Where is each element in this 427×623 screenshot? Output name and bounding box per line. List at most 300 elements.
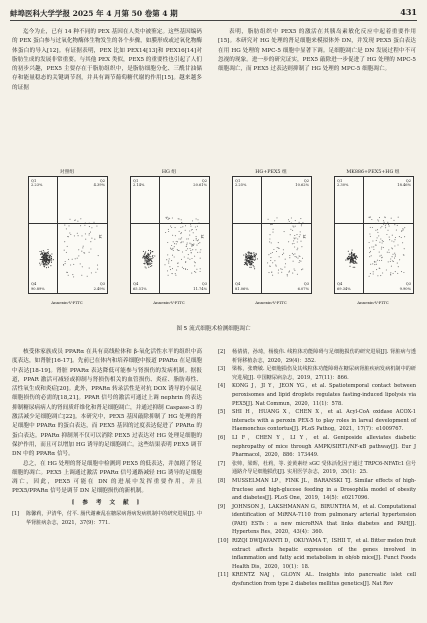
event-dot	[299, 262, 300, 263]
event-dot	[249, 267, 250, 268]
reference-text: 陈馨莉，尹清华，付平. 肠代谢紊乱在糖尿病肾病发病机制中的研究进展[J]. 中华肾脏病杂志，2021，37(9)：771.	[26, 511, 202, 526]
event-dot	[292, 253, 293, 254]
event-dot	[77, 258, 78, 259]
event-dot	[245, 263, 246, 264]
quadrant-q4: Q4 90.89%	[31, 282, 45, 291]
event-dot	[276, 251, 277, 252]
event-dot	[253, 262, 254, 263]
event-dot	[253, 252, 254, 253]
event-dot	[49, 262, 50, 263]
event-dot	[151, 263, 152, 264]
y-axis-label: PI	[97, 234, 103, 239]
event-dot	[292, 230, 293, 231]
reference-item	[218, 408, 416, 434]
event-dot	[389, 252, 390, 253]
event-dot	[356, 263, 357, 264]
event-dot	[63, 265, 64, 266]
event-dot	[401, 237, 402, 238]
event-dot	[293, 243, 294, 244]
event-dot	[387, 252, 388, 253]
panel-title: 对照组	[59, 170, 75, 175]
event-dot	[249, 264, 250, 265]
event-dot	[81, 235, 82, 236]
event-dot	[186, 244, 187, 245]
event-dot	[180, 233, 181, 234]
event-dot	[351, 256, 352, 257]
event-dot	[252, 259, 253, 260]
event-dot	[196, 229, 197, 230]
event-dot	[370, 236, 371, 237]
event-dot	[41, 251, 42, 252]
event-dot	[375, 230, 376, 231]
event-dot	[146, 263, 147, 264]
quadrant-q4: Q4 81.06%	[235, 282, 249, 291]
event-dot	[150, 250, 151, 251]
event-dot	[151, 261, 152, 262]
event-dot	[392, 260, 393, 261]
event-dot	[302, 269, 303, 270]
event-dot	[249, 259, 250, 260]
event-dot	[251, 253, 252, 254]
event-dot	[370, 227, 371, 228]
event-dot	[147, 255, 148, 256]
event-dot	[245, 262, 246, 263]
event-dot	[42, 260, 43, 261]
event-dot	[191, 246, 192, 247]
event-dot	[144, 258, 145, 259]
event-dot	[293, 240, 294, 241]
event-dot	[389, 226, 390, 227]
event-dot	[371, 219, 372, 220]
event-dot	[89, 268, 90, 269]
event-dot	[177, 249, 178, 250]
reference-number: [3]	[218, 366, 226, 373]
event-dot	[50, 265, 51, 266]
event-dot	[370, 217, 371, 218]
event-dot	[353, 267, 354, 268]
event-dot	[285, 263, 286, 264]
scatter-plot	[232, 176, 312, 294]
event-dot	[271, 272, 272, 273]
panel-title: HG+PEX5 组	[255, 170, 287, 175]
event-dot	[67, 272, 68, 273]
event-dot	[182, 267, 183, 268]
event-dot	[44, 266, 45, 267]
event-dot	[165, 232, 166, 233]
event-dot	[283, 249, 284, 250]
event-dot	[267, 262, 268, 263]
event-dot	[170, 248, 171, 249]
event-dot	[272, 262, 273, 263]
reference-number: [4]	[218, 383, 226, 390]
event-dot	[300, 231, 301, 232]
event-dot	[175, 235, 176, 236]
event-dot	[190, 226, 191, 227]
event-dot	[178, 238, 179, 239]
event-dot	[194, 256, 195, 257]
event-dot	[402, 242, 403, 243]
event-dot	[396, 230, 397, 231]
event-dot	[253, 265, 254, 266]
paragraph: 迄今为止，已有 14 种不同的 PEX 基因在人类中被鉴定。这些基因编码的 PEX 蛋白参与过氧化物酶体生物发生的各个步骤，如膜形成或过氧化物酶体蛋白的导入[12]。有证据表明，PEX 比如 PEX14[13]和 PEX16[14]对脂肪生成的发展非常重要。与其他 PEX 类似，PEX5 的重要性也引起了人们的初步兴趣，PEX5 主要存在于脂肪组织中，是脂肪细胞分化、三酰甘油储存和能量稳态的关键调节剂，并具有调节葡萄糖代谢的作用[15]。越来越多的证据	[12, 29, 202, 91]
event-dot	[186, 246, 187, 247]
event-dot	[382, 272, 383, 273]
event-dot	[174, 243, 175, 244]
event-dot	[247, 258, 248, 259]
event-dot	[287, 274, 288, 275]
event-dot	[39, 251, 40, 252]
reference-number: [8]	[218, 477, 226, 484]
event-dot	[200, 271, 201, 272]
event-dot	[64, 250, 65, 251]
paragraph: 总之，在 HG 处理的肾足细胞中检测到 PEX5 的低表达，并加剧了肾足细胞的凋亡。PEX5 上调通过激活 PPARα 信号通路减轻 HG 诱导的足细胞凋亡，因此，PEX5 可能在 DN 的进展中发挥重要作用，并且 PEX5/PPARα 信号是调节 DN 足细胞损伤的新机制。	[12, 460, 202, 495]
gate-horizontal	[29, 223, 107, 224]
event-dot	[195, 249, 196, 250]
event-dot	[177, 266, 178, 267]
event-dot	[164, 264, 165, 265]
event-dot	[381, 248, 382, 249]
event-dot	[377, 237, 378, 238]
event-dot	[80, 218, 81, 219]
event-dot	[41, 254, 42, 255]
event-dot	[279, 256, 280, 257]
reference-text: KRENTZ NAJ，GLOYN AL. Insights into pancreatic islet cell dysfunction from type 2 diabetes mellitus genetics[J]. Nat Rev	[232, 572, 416, 588]
reference-text: RIZQI DWIJAYANTI D，OKUYAMA T，ISHII T，et al. Bitter melon fruit extract affects hepatic expression of the genes involved in inflammation and fatty acid metabolism in ob/ob mice[J]. Funct Foods Health Dis，2020，10(1)：18.	[232, 538, 416, 570]
event-dot	[180, 227, 181, 228]
event-dot	[349, 253, 350, 254]
event-dot	[97, 269, 98, 270]
event-dot	[148, 250, 149, 251]
event-dot	[288, 219, 289, 220]
event-dot	[377, 219, 378, 220]
event-dot	[293, 226, 294, 227]
event-dot	[255, 255, 256, 256]
event-dot	[168, 261, 169, 262]
event-dot	[385, 225, 386, 226]
event-dot	[200, 252, 201, 253]
event-dot	[379, 242, 380, 243]
reference-item	[218, 571, 416, 588]
event-dot	[197, 219, 198, 220]
event-dot	[65, 263, 66, 264]
event-dot	[294, 253, 295, 254]
event-dot	[149, 254, 150, 255]
event-dot	[174, 256, 175, 257]
event-dot	[150, 266, 151, 267]
event-dot	[194, 271, 195, 272]
event-dot	[272, 275, 273, 276]
event-dot	[172, 273, 173, 274]
event-dot	[147, 258, 148, 259]
quadrant-q3: Q3 11.74%	[193, 282, 207, 291]
event-dot	[274, 260, 275, 261]
event-dot	[186, 238, 187, 239]
event-dot	[376, 240, 377, 241]
event-dot	[172, 217, 173, 218]
event-dot	[385, 217, 386, 218]
event-dot	[289, 257, 290, 258]
event-dot	[149, 259, 150, 260]
event-dot	[393, 220, 394, 221]
event-dot	[183, 241, 184, 242]
event-dot	[352, 250, 353, 251]
event-dot	[394, 245, 395, 246]
event-dot	[397, 244, 398, 245]
references-title: [ 参 考 文 献 ]	[71, 499, 143, 506]
event-dot	[292, 226, 293, 227]
quadrant-q4: Q4 65.51%	[133, 282, 147, 291]
event-dot	[177, 250, 178, 251]
event-dot	[46, 261, 47, 262]
event-dot	[380, 275, 381, 276]
event-dot	[247, 263, 248, 264]
event-dot	[146, 262, 147, 263]
reference-text: MUSSELMAN LP，FINK JL，BARANSKI TJ. Similar effects of high-fructose and high-glucose feeding in a Drosophila model of obesity and diabetes[J]. PLoS One，2019，14(5)：e0217096.	[232, 477, 416, 502]
quadrant-q2: Q2 10.62%	[295, 179, 309, 188]
scatter-plot	[130, 176, 210, 294]
event-dot	[172, 268, 173, 269]
reference-list	[218, 348, 416, 589]
event-dot	[376, 264, 377, 265]
event-dot	[370, 273, 371, 274]
event-dot	[189, 235, 190, 236]
event-dot	[193, 232, 194, 233]
flow-panel-control	[10, 168, 109, 318]
event-dot	[373, 271, 374, 272]
reference-item	[218, 537, 416, 571]
event-dot	[191, 252, 192, 253]
event-dot	[393, 261, 394, 262]
event-dot	[395, 256, 396, 257]
event-dot	[254, 268, 255, 269]
event-dot	[385, 227, 386, 228]
scatter-dots	[131, 177, 209, 293]
event-dot	[402, 228, 403, 229]
event-dot	[196, 245, 197, 246]
event-dot	[289, 271, 290, 272]
scatter-dots	[233, 177, 311, 293]
event-dot	[170, 226, 171, 227]
event-dot	[296, 257, 297, 258]
event-dot	[148, 254, 149, 255]
event-dot	[171, 245, 172, 246]
event-dot	[40, 259, 41, 260]
event-dot	[80, 263, 81, 264]
event-dot	[278, 270, 279, 271]
reference-item	[218, 365, 416, 382]
quadrant-q2: Q2 20.61%	[193, 179, 207, 188]
event-dot	[355, 258, 356, 259]
event-dot	[295, 256, 296, 257]
event-dot	[172, 248, 173, 249]
event-dot	[295, 237, 296, 238]
event-dot	[182, 226, 183, 227]
event-dot	[46, 267, 47, 268]
event-dot	[189, 243, 190, 244]
event-dot	[355, 256, 356, 257]
event-dot	[177, 241, 178, 242]
event-dot	[369, 276, 370, 277]
event-dot	[282, 254, 283, 255]
event-dot	[381, 255, 382, 256]
event-dot	[43, 262, 44, 263]
event-dot	[404, 236, 405, 237]
event-dot	[293, 254, 294, 255]
event-dot	[83, 246, 84, 247]
x-axis-label: Annexin-V-FITC	[153, 300, 185, 305]
event-dot	[391, 218, 392, 219]
gate-horizontal	[233, 223, 311, 224]
event-dot	[193, 245, 194, 246]
event-dot	[345, 260, 346, 261]
event-dot	[352, 258, 353, 259]
paragraph: 核受体家族成员 PPARα 在具有高线粒体和 β-氧化活性水平的组织中高度表达，如肾脏[16-17]。先前已在体内和培养细胞中报道 PPARα 在足细胞中表达[18-19]。肾脏 PPARα 表达降低可能参与肾损伤的发病机制。据报道，PPAR 激活可减轻或抑制与肾损伤相关的血管损伤、炎症、脂肪毒性、活性氧生成和炎症[20]。此外，PPARα 转录活性是对抗 DOX 诱导的小鼠足细胞损伤的必需的[18,21]。PPAR 信号的激活可通过上调 nephrin 的表达抑制糖尿病病人的肾间质纤维化和肾足细胞凋亡，并通过抑制 Caspase-3 的激活减少足细胞凋亡[22]。本研究中，PEX5 基因敲除抑制了 HG 处理的肾足细胞中 PPARα 的蛋白表达，而 PEX5 基因的过度表达促进了 PPARα 的蛋白表达。PPARα 抑制剂不仅可以消除 PEX5 过表达对 HG 处理足细胞的保护作用，而且可以增加 HG 诱导的足细胞凋亡。这些结果表明 PEX5 调节 DN 中的 PPARα 信号。	[12, 349, 202, 458]
event-dot	[182, 251, 183, 252]
event-dot	[284, 231, 285, 232]
event-dot	[46, 253, 47, 254]
event-dot	[274, 220, 275, 221]
event-dot	[393, 273, 394, 274]
event-dot	[198, 243, 199, 244]
event-dot	[244, 264, 245, 265]
event-dot	[245, 253, 246, 254]
event-dot	[51, 262, 52, 263]
event-dot	[48, 267, 49, 268]
event-dot	[301, 225, 302, 226]
gate-vertical	[363, 177, 364, 293]
event-dot	[188, 254, 189, 255]
event-dot	[257, 258, 258, 259]
event-dot	[191, 273, 192, 274]
event-dot	[386, 269, 387, 270]
event-dot	[77, 233, 78, 234]
event-dot	[175, 273, 176, 274]
event-dot	[178, 250, 179, 251]
event-dot	[389, 239, 390, 240]
event-dot	[282, 269, 283, 270]
event-dot	[196, 269, 197, 270]
event-dot	[389, 237, 390, 238]
event-dot	[289, 255, 290, 256]
event-dot	[181, 259, 182, 260]
event-dot	[44, 254, 45, 255]
event-dot	[46, 256, 47, 257]
event-dot	[143, 251, 144, 252]
event-dot	[146, 267, 147, 268]
event-dot	[172, 235, 173, 236]
event-dot	[256, 254, 257, 255]
reference-item	[218, 434, 416, 460]
reference-text: LI F，CHEN Y，LI Y，et al. Geniposide alleviates diabetic nephropathy of mice through AMPK/SIRT1/NF-κB pathway[J]. Eur J Pharmacol，2020，886：173449.	[232, 434, 416, 459]
event-dot	[48, 251, 49, 252]
event-dot	[168, 275, 169, 276]
event-dot	[191, 258, 192, 259]
event-dot	[289, 221, 290, 222]
event-dot	[145, 251, 146, 252]
event-dot	[347, 258, 348, 259]
event-dot	[399, 236, 400, 237]
event-dot	[299, 236, 300, 237]
event-dot	[189, 248, 190, 249]
event-dot	[142, 257, 143, 258]
event-dot	[173, 241, 174, 242]
event-dot	[146, 255, 147, 256]
figure-caption: 图 5 流式细胞术检测细胞凋亡	[176, 326, 251, 332]
panel-title: MK886+PEX5+HG 组	[346, 170, 400, 175]
event-dot	[394, 258, 395, 259]
event-dot	[74, 235, 75, 236]
event-dot	[270, 253, 271, 254]
event-dot	[382, 257, 383, 258]
event-dot	[70, 234, 71, 235]
event-dot	[390, 258, 391, 259]
event-dot	[68, 275, 69, 276]
event-dot	[252, 261, 253, 262]
event-dot	[197, 240, 198, 241]
event-dot	[351, 262, 352, 263]
event-dot	[148, 261, 149, 262]
event-dot	[297, 249, 298, 250]
event-dot	[246, 259, 247, 260]
event-dot	[149, 264, 150, 265]
event-dot	[188, 238, 189, 239]
event-dot	[87, 276, 88, 277]
event-dot	[176, 270, 177, 271]
event-dot	[148, 267, 149, 268]
reference-number: [11]	[218, 572, 229, 579]
event-dot	[145, 261, 146, 262]
event-dot	[48, 263, 49, 264]
event-dot	[376, 269, 377, 270]
event-dot	[82, 247, 83, 248]
event-dot	[47, 253, 48, 254]
event-dot	[354, 267, 355, 268]
event-dot	[352, 262, 353, 263]
event-dot	[45, 263, 46, 264]
event-dot	[187, 269, 188, 270]
event-dot	[181, 237, 182, 238]
event-dot	[248, 251, 249, 252]
event-dot	[300, 218, 301, 219]
event-dot	[399, 259, 400, 260]
event-dot	[48, 260, 49, 261]
event-dot	[168, 219, 169, 220]
event-dot	[250, 262, 251, 263]
event-dot	[390, 261, 391, 262]
event-dot	[48, 253, 49, 254]
event-dot	[381, 260, 382, 261]
event-dot	[301, 269, 302, 270]
event-dot	[350, 259, 351, 260]
event-dot	[269, 238, 270, 239]
event-dot	[150, 263, 151, 264]
quadrant-q2: Q2 4.39%	[93, 179, 105, 188]
left-column-bottom	[12, 348, 202, 527]
y-axis-label	[0, 234, 1, 238]
event-dot	[381, 226, 382, 227]
event-dot	[185, 225, 186, 226]
event-dot	[373, 273, 374, 274]
event-dot	[353, 254, 354, 255]
event-dot	[68, 225, 69, 226]
event-dot	[67, 236, 68, 237]
event-dot	[248, 260, 249, 261]
event-dot	[349, 262, 350, 263]
event-dot	[152, 256, 153, 257]
event-dot	[66, 252, 67, 253]
event-dot	[382, 242, 383, 243]
event-dot	[66, 228, 67, 229]
